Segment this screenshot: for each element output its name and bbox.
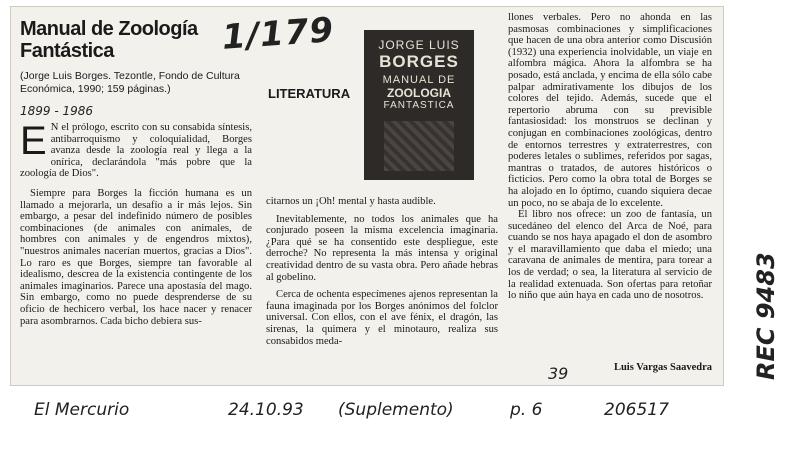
author-byline: Luis Vargas Saavedra <box>613 362 712 373</box>
handwritten-issue-code: 1/179 <box>220 10 336 58</box>
cover-title-line3: FANTASTICA <box>383 100 455 111</box>
paragraph: N el prólogo, escrito con su consabida síntesis, antibarroquismo y coloquialidad, Borges avanza desde la zoología real y llega a la onírica, declarándola "más pobre que la zoología de Dios". <box>20 122 252 180</box>
drop-cap: E <box>20 119 47 163</box>
handwritten-supplement: (Suplemento) <box>338 400 454 420</box>
article-column-1 <box>20 119 252 327</box>
section-label: LITERATURA <box>268 86 351 101</box>
cover-title-line2: ZOOLOGIA <box>387 86 451 100</box>
book-citation: (Jorge Luis Borges. Tezontle, Fondo de Cultura Económica, 1990; 159 páginas.) <box>20 70 240 95</box>
article-title: Manual de Zoología Fantástica <box>20 18 198 62</box>
article-column-3 <box>508 12 712 302</box>
handwritten-vertical-code: REC 9483 <box>752 252 780 380</box>
handwritten-date: 24.10.93 <box>228 400 304 420</box>
paragraph: Inevitablemente, no todos los animales que ha conjurado poseen la misma excelencia imaginaria. ¿Para qué se ha consentido este despliegue, este derroche? No representa la más intensa y original creatividad dentro de su vasta obra. Pero añade hebras al gobelino. <box>266 213 498 283</box>
paragraph: citarnos un ¡Oh! mental y hasta audible. <box>266 196 436 207</box>
paragraph: Siempre para Borges la ficción humana es un llamado a mejorarla, un desafío a ir más lejos. Sin embargo, a pesar del indefinido número de posibles combinaciones (de animales con animales, de hombres con animales y de engendros mixtos), "nuestros animales nacerían muertos, gracias a Dios". Lo raro es que Borges, siempre tan favorable al idealismo, descrea de la existencia contingente de los animales imaginarios. Parece una apostasía del mago. Sin embargo, como no puede desprenderse de su oficio de hechicero verbal, los hace nacer y renacer para asombrarnos. Cada bicho debiera sus- <box>20 187 252 327</box>
handwritten-record-number: 206517 <box>604 400 669 420</box>
paragraph: llones verbales. Pero no ahonda en las pasmosas combinaciones y simplificaciones que hacen de una obra anterior como Discusión (1932) una experiencia inolvidable, un viaje en alfombra mágica. Ahora la alfombra se ha posado, está anclada, y encima de ella sólo cabe palpar admirativamente los dibujos de los colores del tejido. Además, sucede que el repertorio abruma con su previsible fantasiosidad: los monstruos se declinan y conjugan en combinaciones zoológicas, dentro de entornos terrestres y extraterrestres, con poderes letales o sublimes, referidos por sagas, mantras o tratados, de autores históricos o ficticios. Pero como la obra total de Borges se ha alojado en lo óptimo, cuando siquiera decae un poco, no se abaja de lo excelente. <box>508 12 712 209</box>
handwritten-page: p. 6 <box>510 400 543 420</box>
handwritten-page-marker: 39 <box>548 364 569 383</box>
handwritten-lifespan: 1899 - 1986 <box>20 104 94 118</box>
cover-author-first: JORGE LUIS <box>378 38 460 52</box>
cover-illustration <box>384 121 454 171</box>
paragraph: Cerca de ochenta especímenes ajenos representan la fauna imaginada por los Borges anónimos del folclor universal. Con ellos, con el ave fénix, el dragón, las sirenas, la quimera y el minotauro, realiza sus consabidos meda- <box>266 289 498 347</box>
handwritten-newspaper: El Mercurio <box>34 400 130 420</box>
cover-title-line1: MANUAL DE <box>382 74 456 86</box>
cover-author-last: BORGES <box>379 52 459 71</box>
article-column-2 <box>266 196 498 347</box>
book-cover-image <box>364 30 474 180</box>
paragraph: El libro nos ofrece: un zoo de fantasía, un sucedáneo del elenco del Arca de Noé, para cuando se nos haya apagado el don de asombro y el maravillamiento que daba el miedo; una caravana de animales de mentira, para torear a los de verdad; o sea, la literatura al servicio de la realidad extenuada. Son ofertas para retoñar lo niño que aún haya en cada uno de nosotros. <box>508 209 712 302</box>
